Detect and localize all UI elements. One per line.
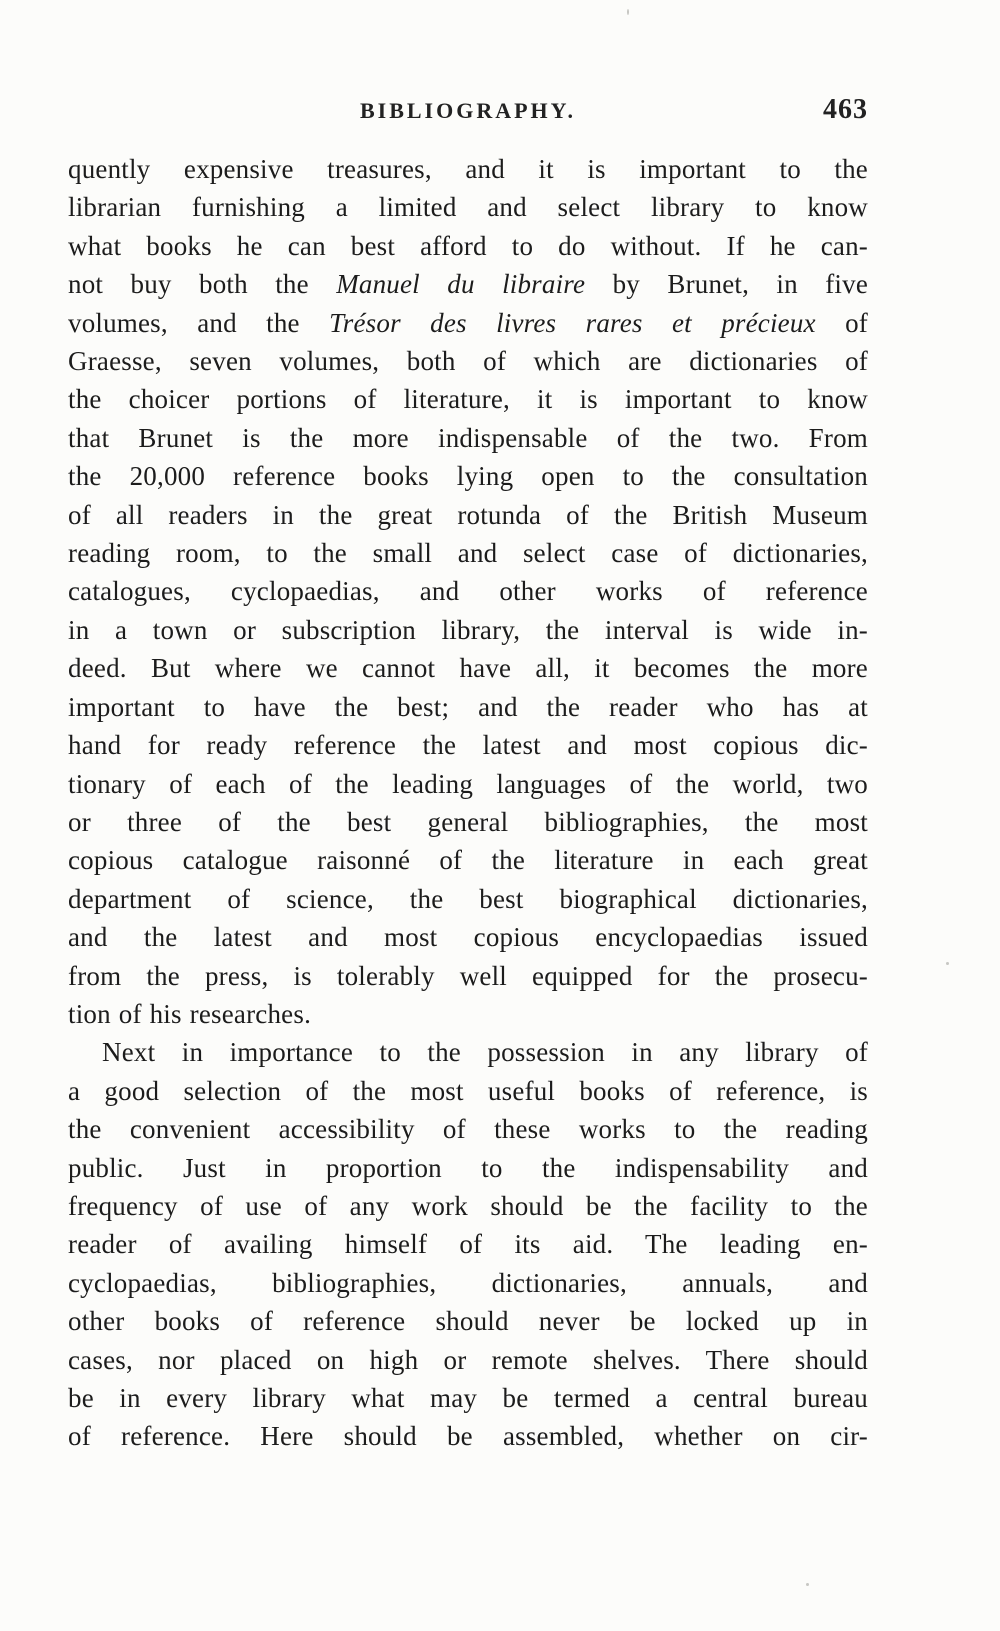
text-segment: by Brunet, in five: [585, 269, 869, 300]
text-segment: of: [815, 307, 868, 338]
text-segment: a good selection of the most useful books of reference, is: [68, 1075, 868, 1106]
text-line: [68, 1417, 868, 1455]
text-segment: important to have the best; and the reader who has at: [68, 691, 868, 722]
text-line: [68, 1264, 868, 1302]
text-line: [68, 649, 868, 687]
text-segment: other books of reference should never be locked up in: [68, 1306, 868, 1337]
text-line: [68, 1110, 868, 1148]
text-segment: the choicer portions of literature, it is important to know: [68, 384, 868, 415]
text-line: [68, 995, 868, 1033]
text-segment: deed. But where we cannot have all, it becomes the more: [68, 653, 868, 684]
text-line: [68, 803, 868, 841]
text-line: [68, 1072, 868, 1110]
text-segment: catalogues, cyclopaedias, and other works of reference: [68, 576, 868, 607]
text-segment: librarian furnishing a limited and select library to know: [68, 192, 868, 223]
text-segment: cyclopaedias, bibliographies, dictionaries, annuals, and: [68, 1267, 868, 1298]
text-line: [68, 419, 868, 457]
text-segment: reading room, to the small and select case of dictionaries,: [68, 538, 868, 569]
text-segment: that Brunet is the more indispensable of the two. From: [68, 422, 868, 453]
text-line: [68, 880, 868, 918]
text-segment: not buy both the: [68, 269, 337, 300]
text-segment: tionary of each of the leading languages of the world, two: [68, 768, 868, 799]
text-segment: copious catalogue raisonné of the literature in each great: [68, 845, 868, 876]
text-segment: Graesse, seven volumes, both of which are dictionaries of: [68, 346, 868, 377]
text-line: [68, 1341, 868, 1379]
text-line: [68, 765, 868, 803]
text-line: [68, 918, 868, 956]
text-line: [68, 1302, 868, 1340]
text-block: [68, 94, 868, 1456]
text-line: [68, 1033, 868, 1071]
text-segment: the convenient accessibility of these works to the reading: [68, 1114, 868, 1145]
text-line: [68, 304, 868, 342]
scan-speck: [946, 962, 949, 965]
text-line: [68, 150, 868, 188]
text-segment: reader of availing himself of its aid. The leading en-: [68, 1229, 868, 1260]
text-segment: in a town or subscription library, the interval is wide in-: [68, 614, 868, 645]
text-line: [68, 726, 868, 764]
text-line: [68, 1187, 868, 1225]
italic-text-segment: Trésor des livres rares et précieux: [329, 307, 816, 338]
text-segment: frequency of use of any work should be the facility to the: [68, 1190, 868, 1221]
text-line: [68, 957, 868, 995]
text-segment: department of science, the best biographical dictionaries,: [68, 883, 868, 914]
text-line: [68, 688, 868, 726]
page-body: [68, 150, 868, 1456]
text-segment: tion of his researches.: [68, 998, 312, 1029]
text-segment: volumes, and the: [68, 307, 330, 338]
text-segment: cases, nor placed on high or remote shelves. There should: [68, 1344, 868, 1375]
text-line: [68, 1149, 868, 1187]
text-segment: Next in importance to the possession in any library of: [102, 1037, 868, 1068]
text-segment: public. Just in proportion to the indispensability and: [68, 1152, 868, 1183]
italic-text-segment: Manuel du libraire: [336, 269, 586, 300]
text-line: [68, 457, 868, 495]
text-segment: of reference. Here should be assembled, whether on cir-: [68, 1421, 868, 1452]
text-line: [68, 227, 868, 265]
paragraph: [68, 150, 868, 1033]
text-segment: and the latest and most copious encyclopaedias issued: [68, 922, 868, 953]
text-segment: what books he can best afford to do without. If he can-: [68, 230, 868, 261]
running-head: BIBLIOGRAPHY.: [359, 98, 577, 123]
page-header: [68, 94, 868, 130]
text-segment: of all readers in the great rotunda of the British Museum: [68, 499, 868, 530]
page-number: 463: [823, 94, 868, 125]
text-line: [68, 188, 868, 226]
text-line: [68, 572, 868, 610]
text-line: [68, 496, 868, 534]
text-line: [68, 342, 868, 380]
scan-speck: [627, 9, 629, 15]
text-segment: or three of the best general bibliographies, the most: [68, 806, 868, 837]
scan-speck: [806, 1583, 809, 1586]
text-segment: be in every library what may be termed a central bureau: [68, 1383, 868, 1413]
text-line: [68, 265, 868, 303]
text-line: [68, 841, 868, 879]
text-line: [68, 1379, 868, 1417]
text-segment: from the press, is tolerably well equipped for the prosecu-: [68, 960, 868, 991]
text-segment: hand for ready reference the latest and most copious dic-: [68, 730, 868, 761]
text-segment: the 20,000 reference books lying open to the consultation: [68, 461, 868, 492]
text-line: [68, 611, 868, 649]
text-line: [68, 534, 868, 572]
paragraph: [68, 1033, 868, 1455]
text-segment: quently expensive treasures, and it is important to the: [68, 154, 868, 184]
text-line: [68, 380, 868, 418]
text-line: [68, 1225, 868, 1263]
